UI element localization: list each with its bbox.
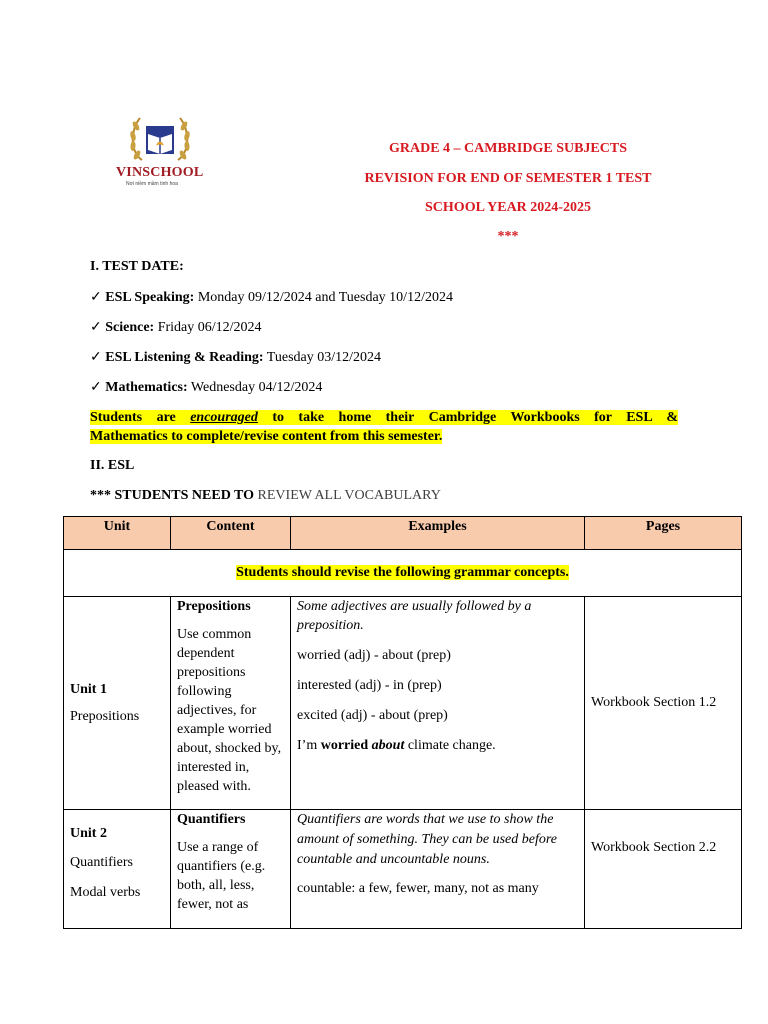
col-header-examples: Examples [291, 517, 585, 550]
notice-text: Students are [90, 410, 191, 425]
unit-title: Unit 1 [70, 681, 107, 697]
table-header-row [64, 517, 742, 550]
check-icon: ✓ [90, 350, 102, 365]
test-date-value: Friday 06/12/2024 [154, 320, 262, 335]
notice-emphasis: encouraged [190, 410, 258, 425]
table-row [64, 597, 742, 810]
section-test-date-title: I. TEST DATE: [90, 259, 184, 274]
review-suffix: REVIEW ALL VOCABULARY [257, 488, 441, 503]
notice-text: to take home their Cambridge Workbooks for ESL & [257, 410, 678, 425]
header-line-1: GRADE 4 – CAMBRIDGE SUBJECTS [388, 141, 628, 156]
logo-tagline: Nơi niềm mầm tinh hoa [126, 181, 178, 187]
unit-subtitle: Quantifiers [70, 855, 133, 870]
pages-value: Workbook Section 1.2 [591, 695, 717, 710]
test-date-item [90, 319, 262, 336]
notice-text: Mathematics to complete/revise content from this semester. [90, 429, 443, 444]
content-title: Prepositions [177, 599, 251, 614]
unit-subtitle: Prepositions [70, 708, 140, 724]
check-icon: ✓ [90, 290, 102, 305]
vinschool-logo [112, 112, 208, 192]
content-cell [171, 597, 291, 810]
test-date-value: Wednesday 04/12/2024 [187, 380, 323, 395]
header-line-2: REVISION FOR END OF SEMESTER 1 TEST [364, 171, 652, 186]
test-date-label: ESL Listening & Reading: [105, 350, 264, 365]
example-item: countable: a few, fewer, many, not as many [297, 881, 539, 896]
section-esl-title: II. ESL [90, 458, 135, 473]
test-date-value: Monday 09/12/2024 and Tuesday 10/12/2024 [194, 290, 453, 305]
examples-intro: Some adjectives are usually followed by a preposition. [297, 599, 532, 633]
revision-table [63, 516, 742, 929]
header-line-3: SCHOOL YEAR 2024-2025 [425, 200, 591, 215]
unit-cell [64, 810, 171, 929]
col-header-pages: Pages [585, 517, 742, 550]
table-row [64, 550, 742, 597]
test-date-item [90, 289, 453, 306]
grammar-note-cell [64, 550, 742, 597]
col-header-content: Content [171, 517, 291, 550]
col-header-unit: Unit [64, 517, 171, 550]
test-date-label: Science: [105, 320, 155, 335]
test-date-label: ESL Speaking: [105, 290, 195, 305]
grammar-note: Students should revise the following grammar concepts. [236, 565, 569, 580]
unit-cell [64, 597, 171, 810]
content-cell [171, 810, 291, 929]
review-prefix: *** STUDENTS NEED TO [90, 488, 258, 503]
workbook-notice [90, 408, 678, 446]
content-title: Quantifiers [177, 812, 246, 827]
example-item: excited (adj) - about (prep) [297, 708, 448, 723]
pages-value: Workbook Section 2.2 [591, 840, 717, 855]
test-date-item [90, 349, 381, 366]
content-body: Use common dependent prepositions following adjectives, for example worried about, shocked by, interested in, pleased with. [177, 627, 282, 794]
test-date-value: Tuesday 03/12/2024 [263, 350, 382, 365]
unit-subtitle: Modal verbs [70, 885, 141, 900]
examples-cell [291, 810, 585, 929]
table-row [64, 810, 742, 929]
examples-cell [291, 597, 585, 810]
check-icon: ✓ [90, 380, 102, 395]
logo-brand: VINSCHOOL [116, 165, 204, 180]
header-line-4: *** [497, 229, 519, 244]
content-body: Use a range of quantifiers (e.g. both, all, less, fewer, not as [177, 840, 266, 912]
pages-cell [585, 810, 742, 929]
test-date-item [90, 379, 322, 396]
example-sentence: I’m worried about climate change. [297, 738, 496, 753]
example-item: worried (adj) - about (prep) [297, 648, 451, 663]
examples-intro: Quantifiers are words that we use to show the amount of something. They can be used before countable and uncountable nouns. [297, 812, 557, 867]
example-item: interested (adj) - in (prep) [297, 678, 442, 693]
review-vocabulary-line [90, 488, 441, 504]
unit-title: Unit 2 [70, 826, 107, 841]
check-icon: ✓ [90, 320, 102, 335]
test-date-label: Mathematics: [105, 380, 188, 395]
pages-cell [585, 597, 742, 810]
